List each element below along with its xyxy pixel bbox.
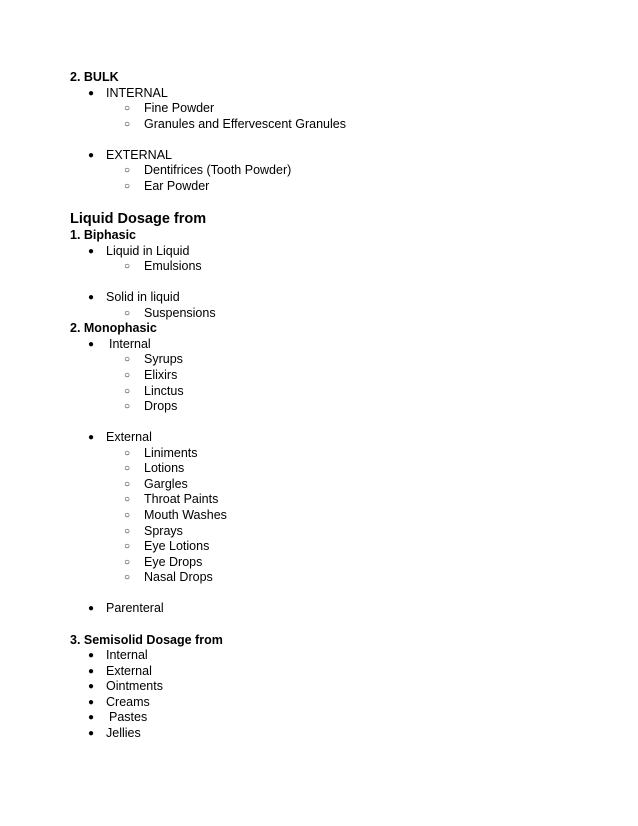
list-item: Granules and Effervescent Granules [144, 117, 346, 131]
list-item: Sprays [144, 524, 183, 538]
list-item: Gargles [144, 477, 188, 491]
circle-bullet-icon: ○ [124, 541, 131, 552]
circle-bullet-icon: ○ [124, 494, 131, 505]
list-item: External [106, 664, 152, 678]
circle-bullet-icon: ○ [124, 386, 131, 397]
bullet-icon: ● [88, 666, 95, 677]
circle-bullet-icon: ○ [124, 572, 131, 583]
semisolid-heading: 3. Semisolid Dosage from [70, 633, 223, 647]
bullet-icon: ● [88, 339, 95, 350]
list-item: Syrups [144, 352, 183, 366]
bulk-heading: 2. BULK [70, 70, 119, 84]
list-item: Linctus [144, 384, 184, 398]
list-item: Emulsions [144, 259, 202, 273]
circle-bullet-icon: ○ [124, 510, 131, 521]
liquid-title: Liquid Dosage from [70, 211, 207, 227]
list-item: Eye Drops [144, 555, 203, 569]
biphasic-heading: 1. Biphasic [70, 228, 136, 242]
circle-bullet-icon: ○ [124, 354, 131, 365]
circle-bullet-icon: ○ [124, 526, 131, 537]
list-item: Lotions [144, 461, 185, 475]
mono-external-label: External [106, 430, 152, 444]
list-item: Jellies [106, 726, 141, 740]
list-item: Creams [106, 695, 150, 709]
list-item: Mouth Washes [144, 508, 227, 522]
bullet-icon: ● [88, 246, 95, 257]
bullet-icon: ● [88, 712, 95, 723]
bullet-icon: ● [88, 728, 95, 739]
monophasic-heading: 2. Monophasic [70, 321, 157, 335]
bullet-icon: ● [88, 292, 95, 303]
circle-bullet-icon: ○ [124, 448, 131, 459]
circle-bullet-icon: ○ [124, 401, 131, 412]
list-item: Liniments [144, 446, 198, 460]
solid-in-liquid-label: Solid in liquid [106, 290, 180, 304]
list-item: Internal [106, 648, 148, 662]
list-item: Suspensions [144, 306, 216, 320]
bullet-icon: ● [88, 432, 95, 443]
list-item: Dentifrices (Tooth Powder) [144, 163, 292, 177]
circle-bullet-icon: ○ [124, 463, 131, 474]
bullet-icon: ● [88, 681, 95, 692]
list-item: Drops [144, 399, 178, 413]
bullet-icon: ● [88, 650, 95, 661]
list-item: Eye Lotions [144, 539, 210, 553]
list-item: Throat Paints [144, 492, 219, 506]
bullet-icon: ● [88, 150, 95, 161]
list-item: Nasal Drops [144, 570, 213, 584]
list-item: Ear Powder [144, 179, 210, 193]
liquid-in-liquid-label: Liquid in Liquid [106, 244, 190, 258]
circle-bullet-icon: ○ [124, 308, 131, 319]
list-item: Fine Powder [144, 101, 215, 115]
circle-bullet-icon: ○ [124, 479, 131, 490]
circle-bullet-icon: ○ [124, 103, 131, 114]
bullet-icon: ● [88, 603, 95, 614]
bulk-internal-label: INTERNAL [106, 86, 168, 100]
circle-bullet-icon: ○ [124, 181, 131, 192]
circle-bullet-icon: ○ [124, 165, 131, 176]
parenteral-label: Parenteral [106, 601, 164, 615]
circle-bullet-icon: ○ [124, 261, 131, 272]
circle-bullet-icon: ○ [124, 557, 131, 568]
list-item: Elixirs [144, 368, 178, 382]
circle-bullet-icon: ○ [124, 370, 131, 381]
mono-internal-label: Internal [109, 337, 151, 351]
circle-bullet-icon: ○ [124, 119, 131, 130]
bulk-external-label: EXTERNAL [106, 148, 172, 162]
list-item: Ointments [106, 679, 163, 693]
list-item: Pastes [109, 710, 148, 724]
bullet-icon: ● [88, 697, 95, 708]
bullet-icon: ● [88, 88, 95, 99]
